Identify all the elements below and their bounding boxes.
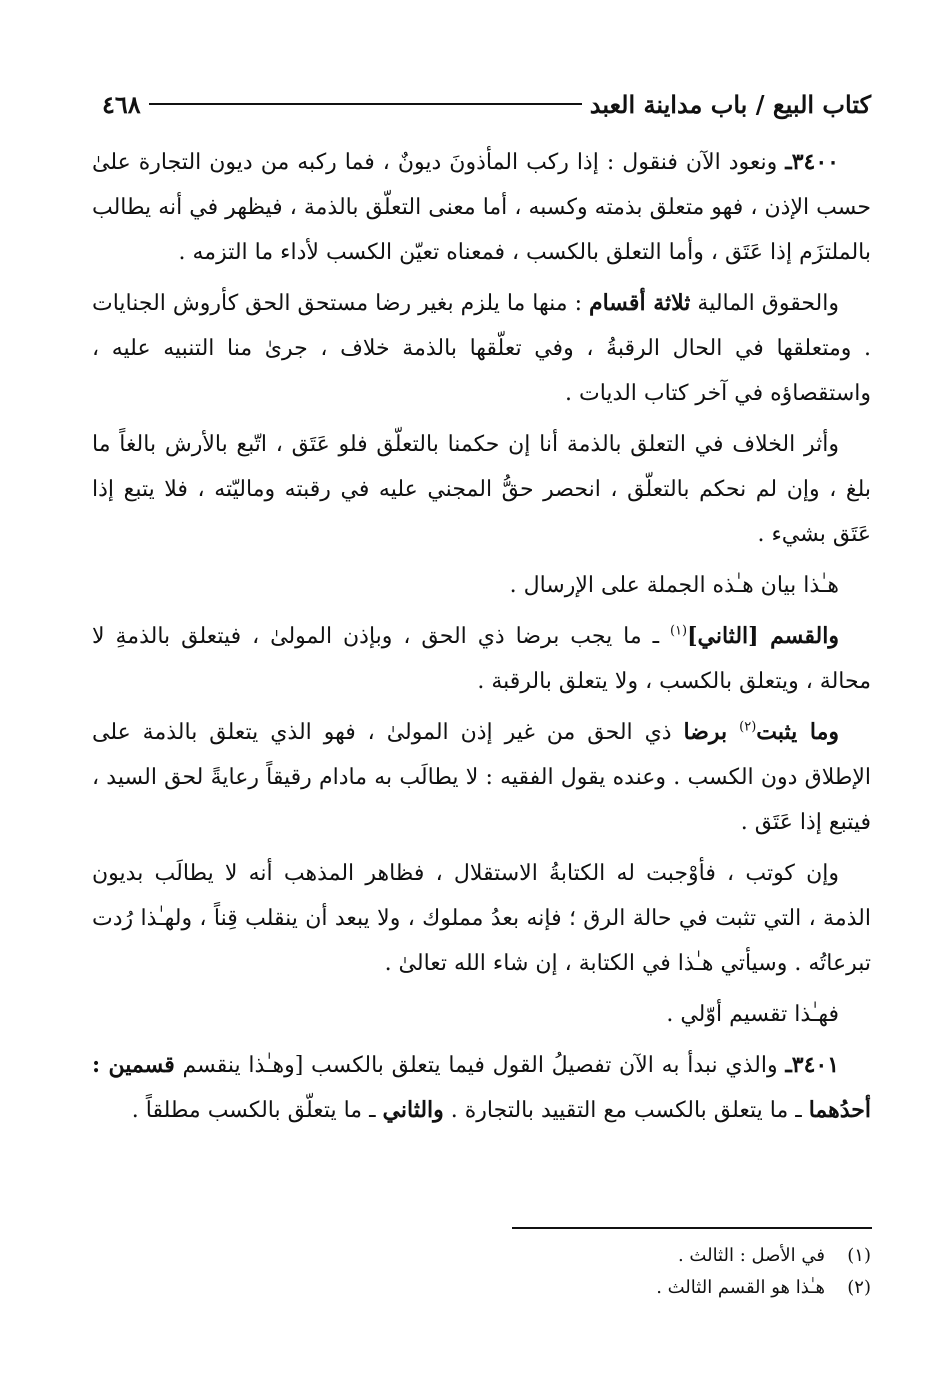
bold-phrase: والقسم [الثاني]: [687, 623, 839, 649]
footnote-text: في الأصل : الثالث .: [677, 1245, 825, 1266]
header-rule: [149, 103, 582, 105]
paragraph-text: ـ ما يتعلّق بالكسب مطلقاً .: [131, 1098, 376, 1123]
paragraph-text: والذي نبدأ به الآن تفصيلُ القول فيما يتعلق بالكسب [وهـٰذا ينقسم: [182, 1053, 778, 1078]
paragraph-text: والحقوق المالية: [697, 291, 839, 316]
paragraph-initial-division: [92, 992, 871, 1037]
paragraph-text: ـ ما يتعلق بالكسب مع التقييد بالتجارة .: [450, 1098, 802, 1123]
paragraph-3400: [92, 140, 871, 275]
paragraph-3401: [92, 1043, 871, 1133]
page-header: [92, 84, 871, 124]
paragraph-text: : منها ما يلزم بغير رضا مستحق الحق كأروش الجنايات . ومتعلقها في الحال الرقبةُ ، وفي تعلّقها بالذمة خلاف ، جرىٰ منا التنبيه عليه ، واستقصاؤه في آخر كتاب الديات .: [92, 291, 871, 406]
footnote-ref-1: (١): [669, 623, 688, 639]
paragraph-number: ٣٤٠٠ـ: [785, 149, 839, 175]
paragraph-dispute-effect: [92, 422, 871, 557]
paragraph-text: ـ ما يجب برضا ذي الحق ، وبإذن المولىٰ ، فيتعلق بالذمةِ لا محالة ، ويتعلق بالكسب ، ولا يتعلق بالرقبة .: [92, 624, 871, 694]
footnote-marker: (١): [847, 1245, 871, 1266]
bold-phrase: ثلاثة أقسام: [588, 290, 691, 316]
paragraph-second-category: [92, 614, 871, 704]
paragraph-text: هـٰذا بيان هـٰذه الجملة على الإرسال .: [509, 573, 839, 598]
bold-phrase: والثاني: [382, 1097, 444, 1123]
footnote-2: [92, 1272, 871, 1304]
footnote-ref-2: (٢): [739, 719, 757, 735]
paragraph-text: ونعود الآن فنقول : إذا ركب المأذونَ ديونٌ ، فما ركبه من ديون التجارة علىٰ حسب الإذن ، فهو متعلق بذمته وكسبه ، أما معنى التعلّق بالذمة ، فيظهر في أنه يطالب بالملتزَم إذا عَتَق ، وأما التعلق بالكسب ، فمعناه تعيّن الكسب لأداء ما التزمه .: [92, 150, 871, 265]
paragraph-third-category: [92, 710, 871, 845]
footnote-rule: [512, 1227, 872, 1229]
running-title: كتاب البيع / باب مداينة العبد: [589, 89, 871, 119]
page-number: ٤٦٨: [102, 89, 141, 119]
main-text: [92, 140, 871, 1139]
bold-phrase: برضا: [683, 719, 728, 745]
paragraph-text: وإن كوتب ، فأوْجبت له الكتابةُ الاستقلال ، فظاهر المذهب أنه لا يطالَب بديون الذمة ، التي تثبت في حالة الرق ؛ فإنه بعدُ مملوك ، ولا يبعد أن ينقلب قِناً ، ولهـٰذا رُدت تبرعاتُه . وسيأتي هـٰذا في الكتابة ، إن شاء الله تعالىٰ .: [92, 861, 871, 976]
bold-phrase: وما يثبت: [756, 719, 839, 745]
footnotes: [92, 1240, 871, 1304]
footnote-1: [92, 1240, 871, 1272]
paragraph-text: ذي الحق من غير إذن المولىٰ ، فهو الذي يتعلق بالذمة على الإطلاق دون الكسب . وعنده يقول الفقيه : لا يطالَب به مادام رقيقاً رعايةً لحق السيد ، فيتبع إذا عَتَق .: [92, 720, 871, 835]
paragraph-text: وأثر الخلاف في التعلق بالذمة أنا إن حكمنا بالتعلّق فلو عَتَق ، اتّبع بالأرش بالغاً ما بلغ ، وإن لم نحكم بالتعلّق ، انحصر حقُّ المجني عليه في رقبته وماليّته ، فلا يتبع إذا عَتَق بشيء .: [92, 432, 871, 547]
paragraph-summary: [92, 563, 871, 608]
footnote-text: هـٰذا هو القسم الثالث .: [656, 1277, 825, 1298]
footnote-marker: (٢): [847, 1277, 871, 1298]
paragraph-kitaba: [92, 851, 871, 986]
bold-phrase: قسمين : أحدُهما: [92, 1052, 871, 1123]
paragraph-number: ٣٤٠١ـ: [785, 1052, 840, 1078]
paragraph-text: فهـٰذا تقسيم أوّلي .: [666, 1002, 839, 1027]
paragraph-financial-rights: [92, 281, 871, 416]
